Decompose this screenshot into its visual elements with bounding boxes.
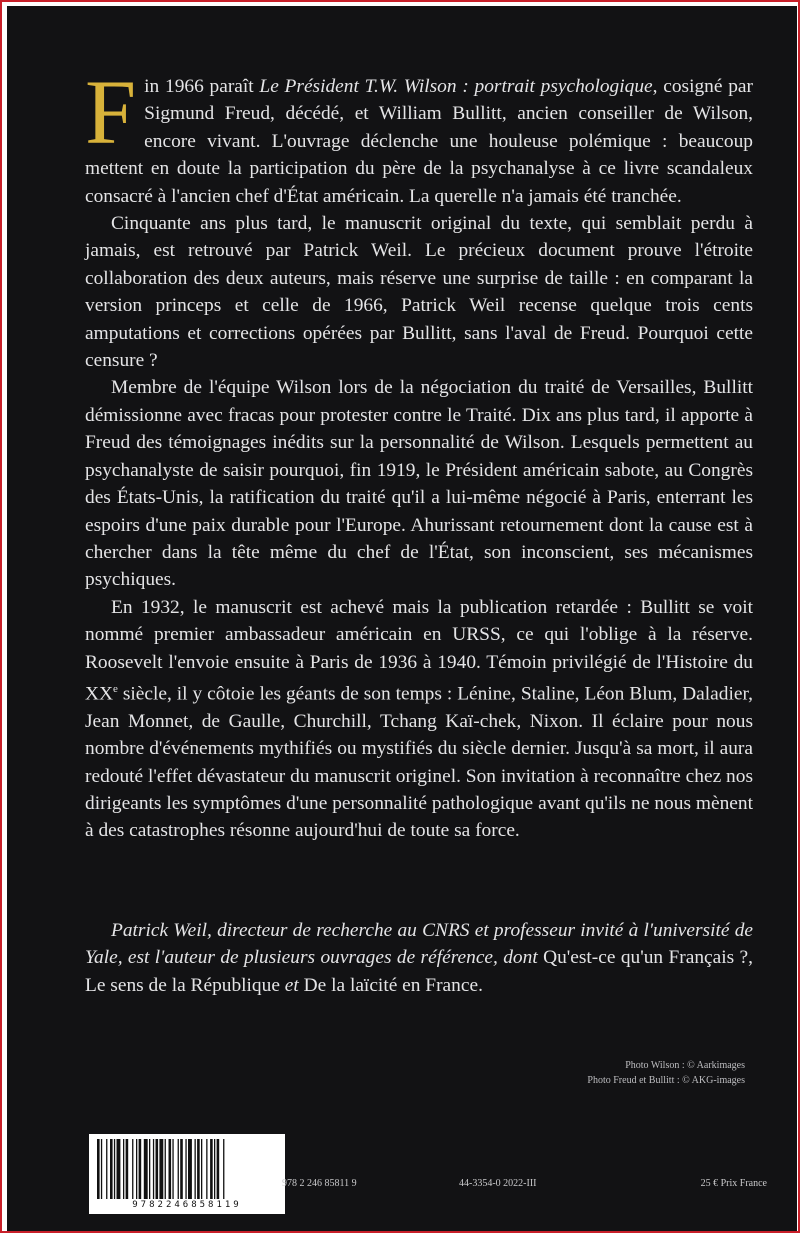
paragraph-2: Cinquante ans plus tard, le manuscrit original du texte, qui semblait perdu à jamais, est retrouvé par Patrick Weil. Le précieux document prouve l'étroite collaboration des deux auteurs, mais réserve une surprise de taille : en comparant la version princeps et celle de 1966, Patrick Weil recense quelque trois cents amputations et corrections opérées par Bullitt, sans l'aval de Freud. Pourquoi cette censure ? (85, 213, 753, 372)
book-ref-1: Qu'est-ce qu'un Français ? (543, 947, 749, 969)
photo-credits (587, 1058, 745, 1088)
barcode-digits: 9782246858119 (132, 1200, 242, 1210)
author-bio: Patrick Weil, directeur de recherche au CNRS et professeur invité à l'université de Yale, est l'auteur de plusieurs ouvrages de référence, dont Qu'est-ce qu'un Français ?, Le sens de la République et De la laïcité en France. (85, 920, 753, 996)
paragraph-3: Membre de l'équipe Wilson lors de la négociation du traité de Versailles, Bullitt démissionne avec fracas pour protester contre le Traité. Dix ans plus tard, il apporte à Freud des témoignages inédits sur la personnalité de Wilson. Lesquels permettent au psychanalyste de saisir pourquoi, fin 1919, le Président américain sabote, au Congrès des États-Unis, la ratification du traité qu'il a lui-même négocié à Paris, enterrant les espoirs d'une paix durable pour l'Europe. Ahurissant retournement dont la cause est à chercher dans la tête même du chef de l'État, son inconscient, ses mécanismes psychiques. (85, 377, 753, 591)
photo-credit-freud-bullitt: Photo Freud et Bullitt : © AKG-images (587, 1075, 745, 1086)
book-ref-2: Le sens de la République (85, 974, 280, 996)
isbn-number: 978 2 246 85811 9 (282, 1178, 357, 1189)
book-title: Le Président T.W. Wilson : portrait psychologique (259, 76, 653, 97)
price: 25 € Prix France (700, 1178, 767, 1189)
blurb-text (85, 61, 753, 845)
paragraph-4: En 1932, le manuscrit est achevé mais la publication retardée : Bullitt se voit nommé premier ambassadeur américain en URSS, ce qui l'oblige à la réserve. Roosevelt l'envoie ensuite à Paris de 1936 à 1940. Témoin privilégié de l'Histoire du XXe siècle, il y côtoie les géants de son temps : Lénine, Staline, Léon Blum, Daladier, Jean Monnet, de Gaulle, Churchill, Tchang Kaï-chek, Nixon. Il éclaire pour nous nombre d'événements mythifiés ou mystifiés du siècle dernier. Jusqu'à sa mort, il aura redouté l'effet dévastateur du manuscrit originel. Son invitation à reconnaître chez nos dirigeants les symptômes d'une personnalité pathologique avant qu'ils ne nous mènent à des catastrophes résonne aujourd'hui de toute sa force. (85, 596, 753, 842)
book-ref-3: De la laïcité en France (303, 974, 479, 996)
book-back-cover (7, 6, 797, 1231)
barcode-bars (95, 1139, 279, 1199)
publisher-code: 44-3354-0 2022-III (459, 1178, 537, 1189)
photo-credit-wilson: Photo Wilson : © Aarkimages (625, 1060, 745, 1071)
isbn-barcode (89, 1134, 285, 1214)
drop-cap: F (85, 61, 137, 163)
paragraph-1: Fin 1966 paraît Le Président T.W. Wilson : portrait psychologique, cosigné par Sigmund Freud, décédé, et William Bullitt, ancien conseiller de Wilson, encore vivant. L'ouvrage déclenche une houleuse polémique : beaucoup mettent en doute la participation du père de la psychanalyse à ce livre scandaleux consacré à l'ancien chef d'État américain. La querelle n'a jamais été tranchée. (85, 61, 753, 207)
